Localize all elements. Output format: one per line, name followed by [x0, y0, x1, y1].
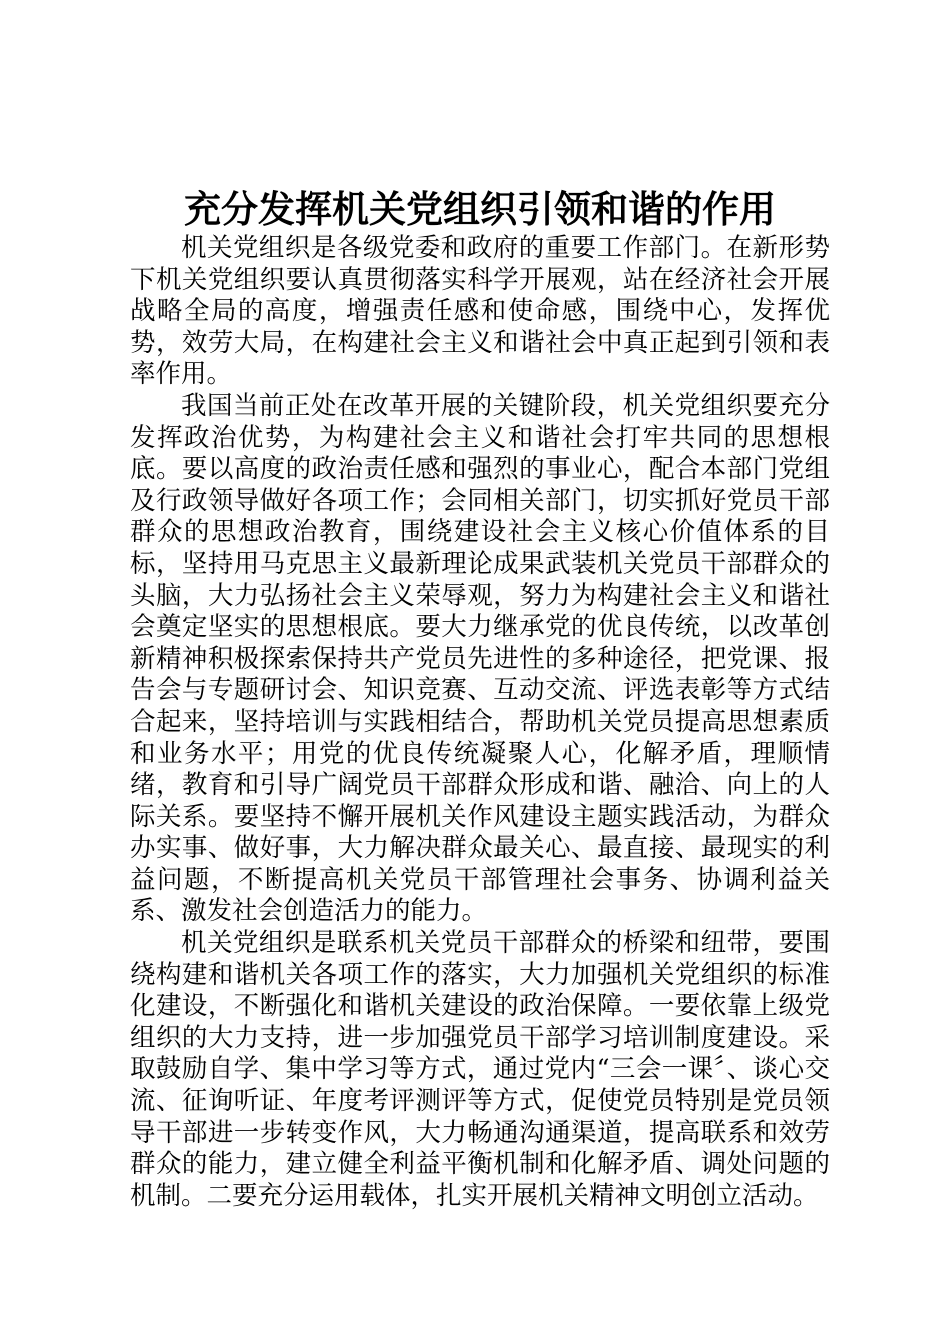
- document-title: 充分发挥机关党组织引领和谐的作用: [184, 187, 776, 231]
- document-body: [130, 233, 830, 1212]
- paragraph-1: 机关党组织是各级党委和政府的重要工作部门。在新形势下机关党组织要认真贯彻落实科学开展观，站在经济社会开展战略全局的高度，增强责任感和使命感，围绕中心，发挥优势，效劳大局，在构建社会主义和谐社会中真正起到引领和表率作用。: [130, 233, 830, 390]
- paragraph-2: 我国当前正处在改革开展的关键阶段，机关党组织要充分发挥政治优势，为构建社会主义和谐社会打牢共同的思想根底。要以高度的政治责任感和强烈的事业心，配合本部门党组及行政领导做好各项工作；会同相关部门，切实抓好党员干部群众的思想政治教育，围绕建设社会主义核心价值体系的目标，坚持用马克思主义最新理论成果武装机关党员干部群众的头脑，大力弘扬社会主义荣辱观，努力为构建社会主义和谐社会奠定坚实的思想根底。要大力继承党的优良传统，以改革创新精神积极探索保持共产党员先进性的多种途径，把党课、报告会与专题研讨会、知识竞赛、互动交流、评选表彰等方式结合起来，坚持培训与实践相结合，帮助机关党员提高思想素质和业务水平；用党的优良传统凝聚人心，化解矛盾，理顺情绪，教育和引导广阔党员干部群众形成和谐、融洽、向上的人际关系。要坚持不懈开展机关作风建设主题实践活动，为群众办实事、做好事，大力解决群众最关心、最直接、最现实的利益问题，不断提高机关党员干部管理社会事务、协调利益关系、激发社会创造活力的能力。: [130, 390, 830, 927]
- paragraph-3: 机关党组织是联系机关党员干部群众的桥梁和纽带，要围绕构建和谐机关各项工作的落实，大力加强机关党组织的标准化建设，不断强化和谐机关建设的政治保障。一要依靠上级党组织的大力支持，进一步加强党员干部学习培训制度建设。采取鼓励自学、集中学习等方式，通过党内“三会一课〞、谈心交流、征询听证、年度考评测评等方式，促使党员特别是党员领导干部进一步转变作风，大力畅通沟通渠道，提高联系和效劳群众的能力，建立健全利益平衡机制和化解矛盾、调处问题的机制。二要充分运用载体，扎实开展机关精神文明创立活动。: [130, 928, 830, 1211]
